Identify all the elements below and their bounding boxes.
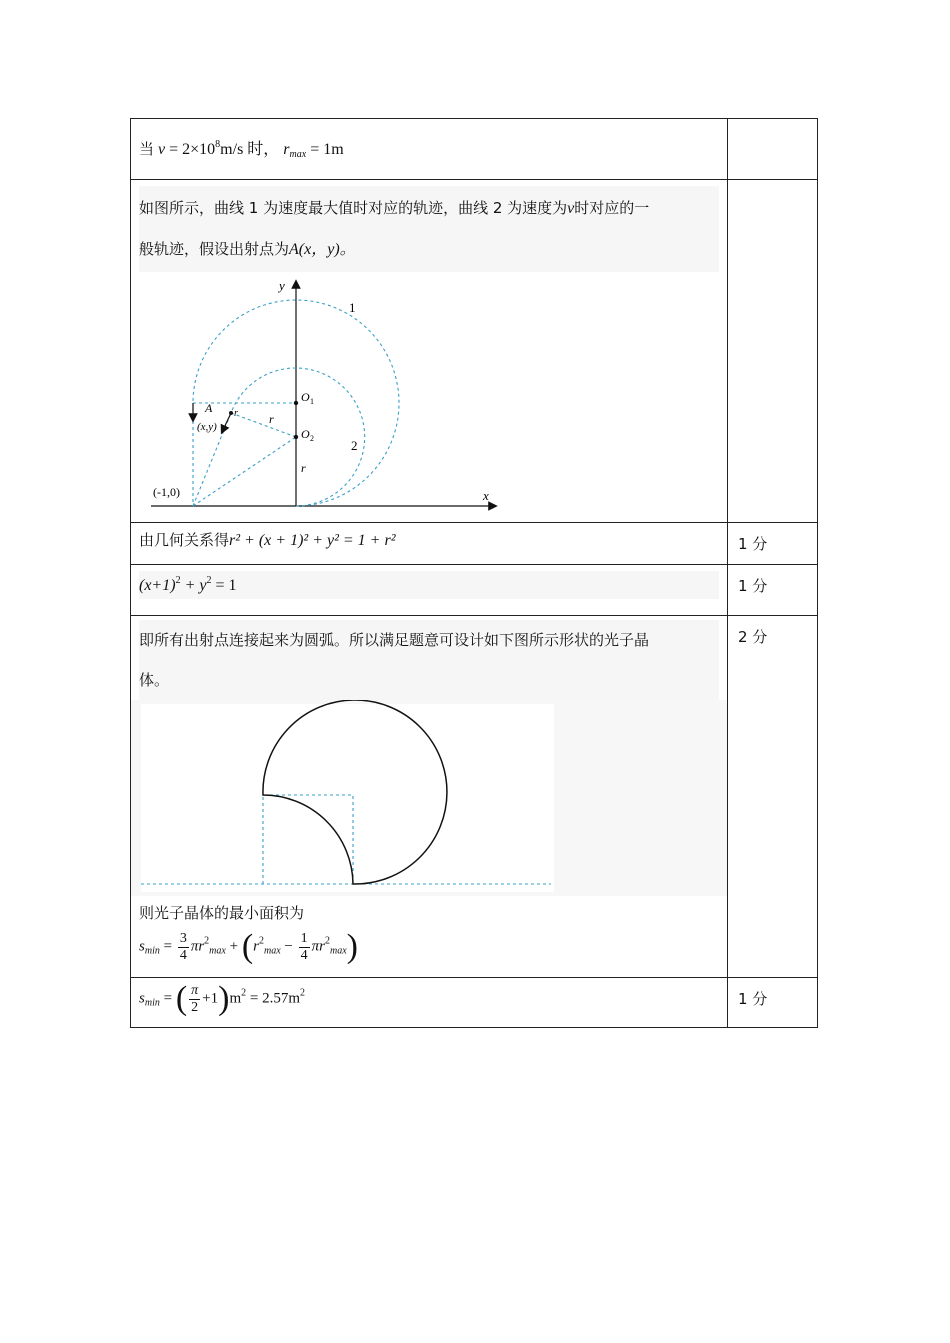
crystal-shape-figure xyxy=(131,700,727,896)
row5-score xyxy=(728,616,818,978)
point-A-label: A(x，y)。 xyxy=(289,241,356,258)
curve-2-label: 2 xyxy=(351,438,358,453)
velocity-arrow-2 xyxy=(223,413,231,430)
A-label: A xyxy=(205,401,213,415)
velocity-exponent: 8 xyxy=(215,139,221,150)
row1-content xyxy=(131,119,728,180)
radius-A-O2 xyxy=(231,413,296,437)
velocity-symbol: v xyxy=(158,141,166,158)
row3-score xyxy=(728,523,818,565)
row5-text3: 则光子晶体的最小面积为 xyxy=(139,904,305,922)
row4-score-text: 1 分 xyxy=(738,577,768,595)
row5-content xyxy=(131,616,728,978)
radius-symbol: r xyxy=(283,141,290,158)
row1-prefix: 当 xyxy=(139,140,155,158)
row2-score xyxy=(728,180,818,523)
velocity-unit: m/s 时， xyxy=(220,141,280,158)
table-row-2 xyxy=(131,180,818,523)
O1-label: O xyxy=(301,390,310,404)
velocity-value: = 2×10 xyxy=(165,141,216,158)
table-row-1 xyxy=(131,119,818,180)
O2-label: O xyxy=(301,427,310,441)
row5-text1: 即所有出射点连接起来为圆弧。所以满足题意可设计如下图所示形状的光子晶 xyxy=(139,631,650,649)
row5-text2: 体。 xyxy=(139,671,170,689)
point-O2 xyxy=(294,435,298,439)
circle-equation: $(x+1)^2 + y^2 = 1$ xyxy=(139,571,719,599)
small-r-label: r xyxy=(234,408,238,419)
area-result: $s_{min}$ = ( $\frac{\pi}{2}$ $+1)m^2 = 2.57m^2$ xyxy=(139,980,306,1017)
O1-subscript: 1 xyxy=(310,397,314,406)
radius-subscript: max xyxy=(289,149,307,160)
row2-text3: 般轨迹，假设出射点为 xyxy=(139,240,290,258)
row2-text-block xyxy=(139,186,719,272)
row2-text2: 时对应的一 xyxy=(574,199,650,217)
radius-label-lower: r xyxy=(301,461,306,475)
O2-subscript: 2 xyxy=(310,434,314,443)
chord-origin-O2 xyxy=(193,437,296,506)
row6-score xyxy=(728,978,818,1028)
row2-text1: 如图所示，曲线 1 为速度最大值时对应的轨迹，曲线 2 为速度为 xyxy=(139,199,568,217)
row3-content xyxy=(131,523,728,565)
point-O1 xyxy=(294,401,298,405)
table-row-5 xyxy=(131,616,818,978)
origin-point-label: (-1,0) xyxy=(153,485,180,499)
A-coordinates-label: (x,y) xyxy=(197,421,217,433)
trajectory-figure xyxy=(131,272,727,522)
geometry-equation: r² + (x + 1)² + y² = 1 + r² xyxy=(229,532,396,549)
row5-score-text: 2 分 xyxy=(738,628,768,646)
table-row-6 xyxy=(131,978,818,1028)
area-formula: $s_{min}$ = $\frac{3}{4}$ $\pi r^2_{max} + (r^2_{max}$ − $\frac{1}{4}$ $\pi r^2_{max}$) xyxy=(139,928,358,965)
eq-lead: (x+1) xyxy=(139,577,176,594)
row4-score xyxy=(728,565,818,616)
answer-table xyxy=(130,118,818,1028)
row2-content xyxy=(131,180,728,523)
x-axis-label: x xyxy=(483,488,489,503)
radius-value: = 1m xyxy=(306,141,344,158)
row6-score-text: 1 分 xyxy=(738,990,768,1008)
radius-label-upper: r xyxy=(269,412,274,426)
y-axis-label: y xyxy=(279,278,285,293)
row1-score xyxy=(728,119,818,180)
row3-score-text: 1 分 xyxy=(738,535,768,553)
answer-sheet xyxy=(130,118,815,1028)
curve-1-label: 1 xyxy=(349,300,356,315)
table-row-3 xyxy=(131,523,818,565)
point-A xyxy=(229,411,233,415)
row3-text: 由几何关系得 xyxy=(139,531,230,549)
table-row-4 xyxy=(131,565,818,616)
row4-content xyxy=(131,565,728,616)
row6-content xyxy=(131,978,728,1028)
row2-v-symbol: v xyxy=(567,200,575,217)
